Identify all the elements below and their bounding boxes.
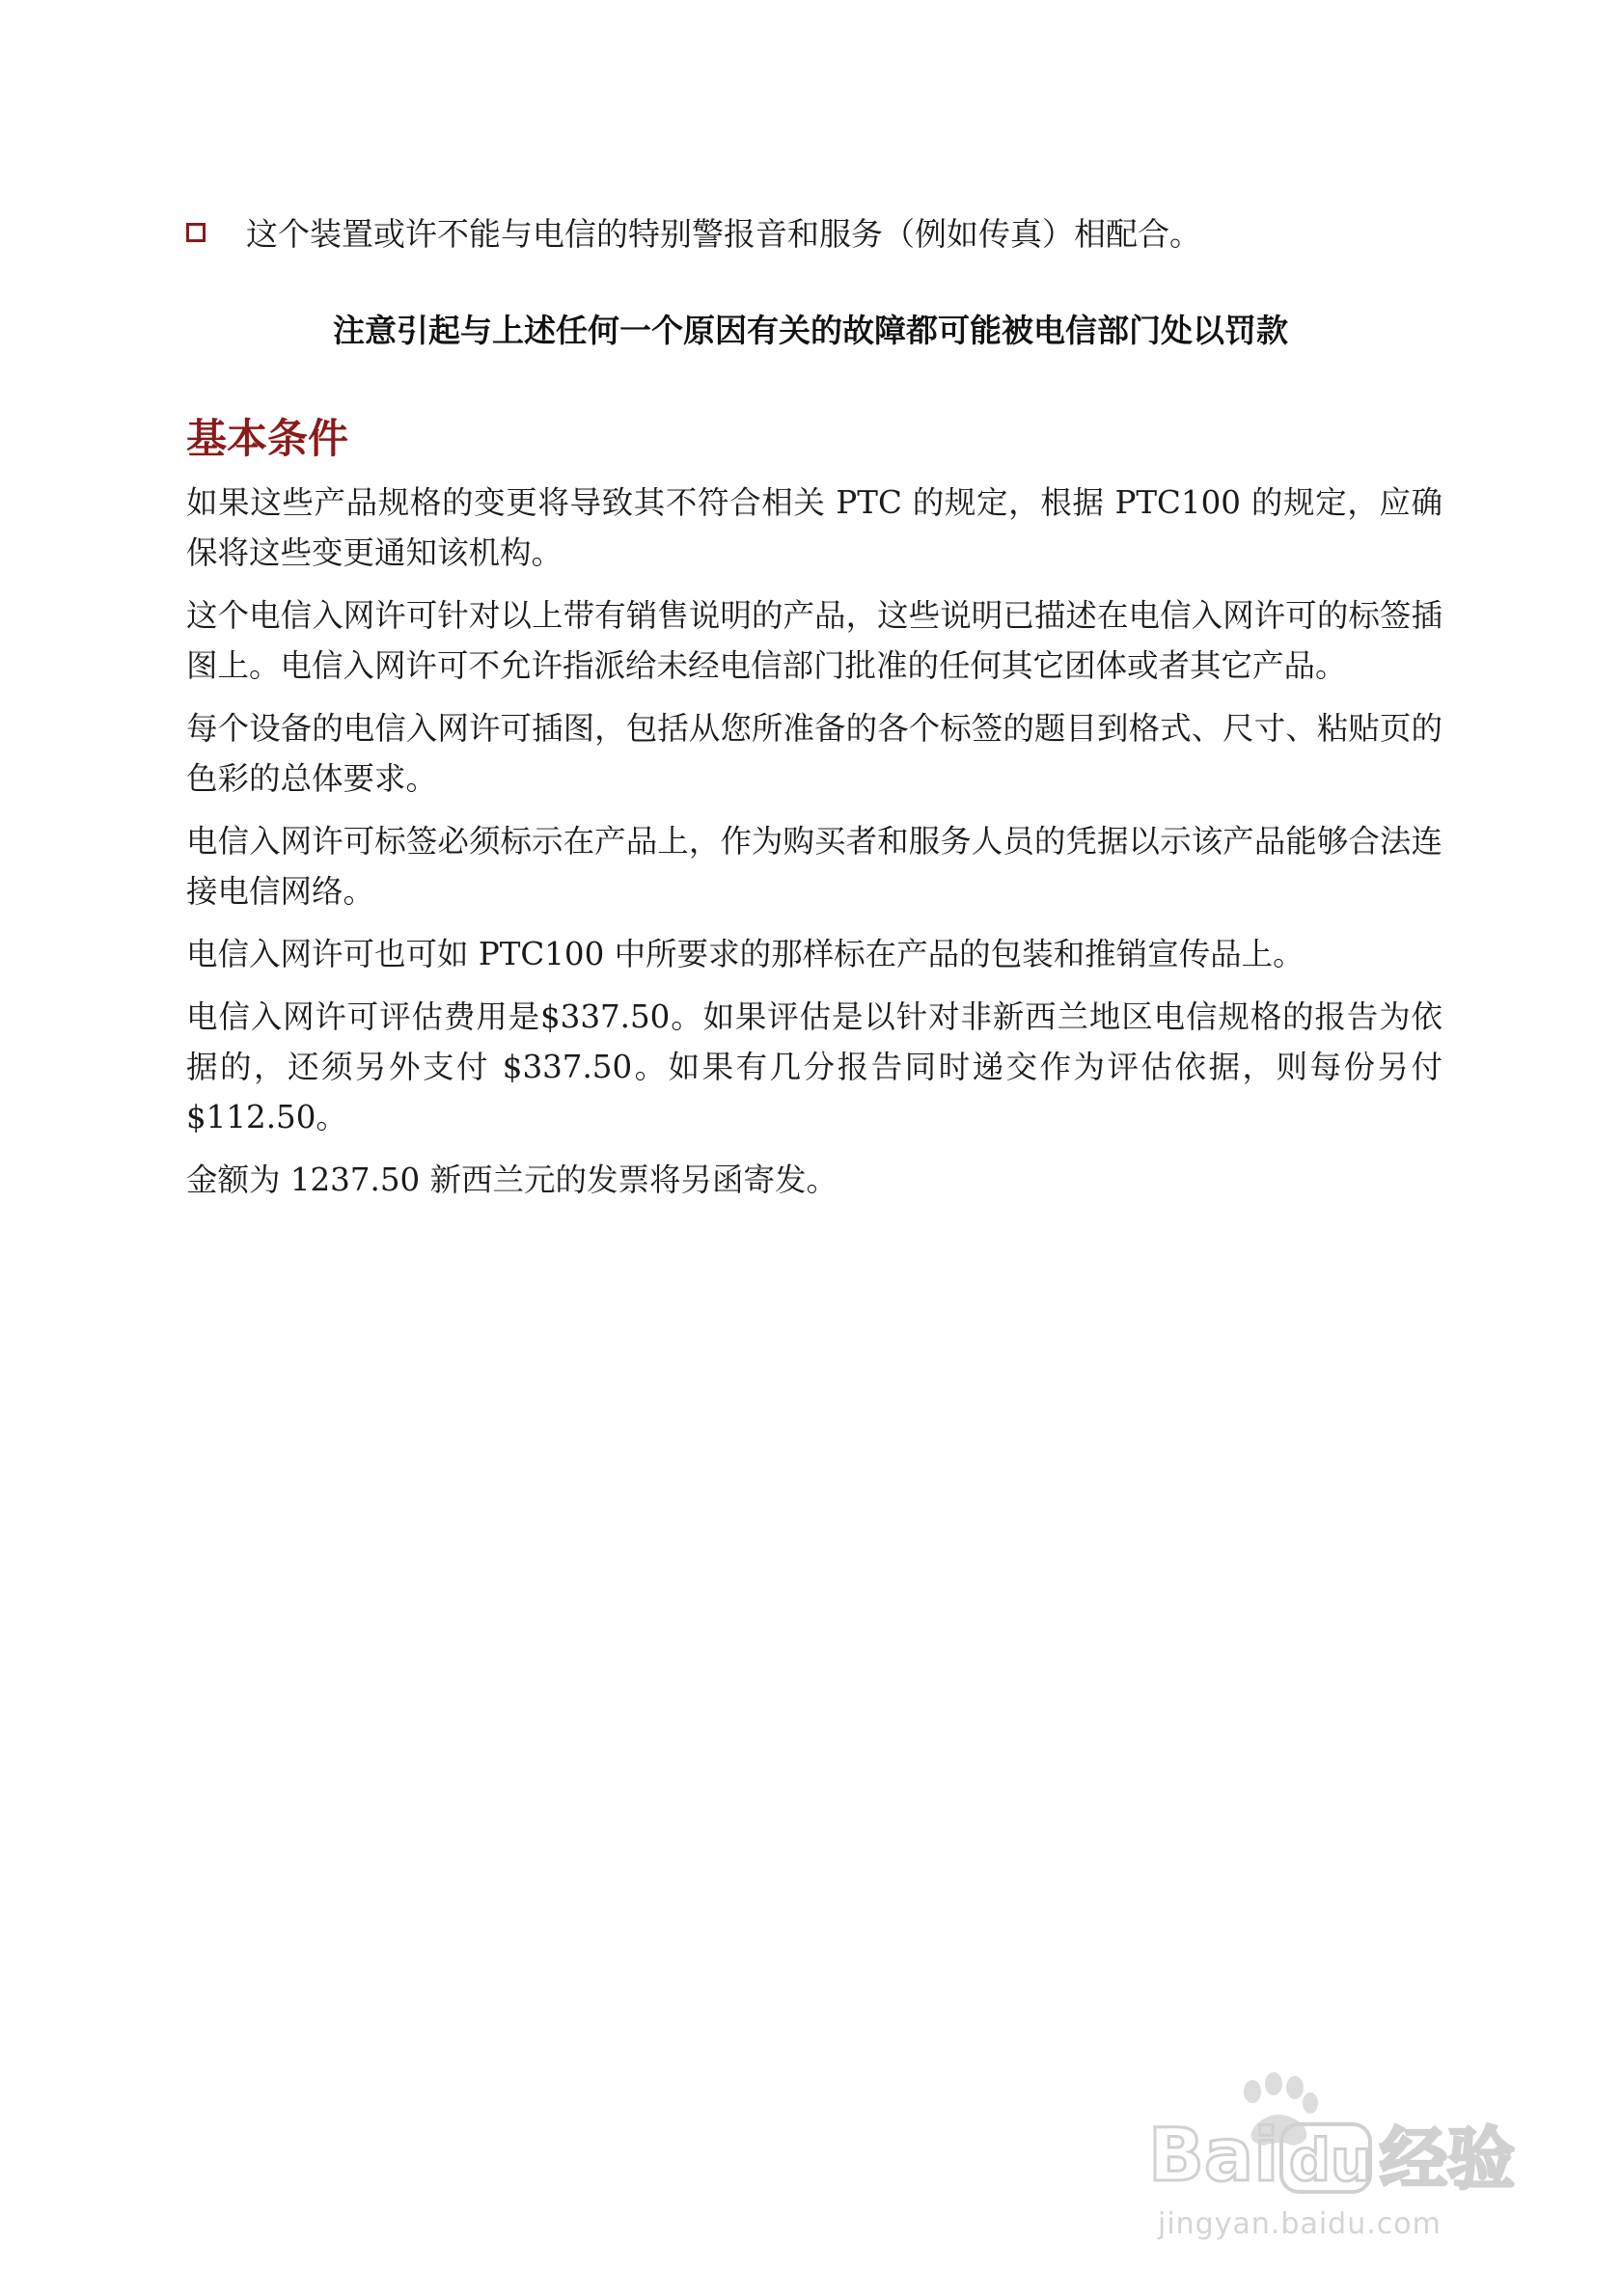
baidu-logo-icon bbox=[1148, 2064, 1534, 2209]
paragraph: 如果这些产品规格的变更将导致其不符合相关 PTC 的规定，根据 PTC100 的规定，应确保将这些变更通知该机构。 bbox=[186, 484, 1442, 571]
watermark-url: jingyan.baidu.com bbox=[1158, 2207, 1442, 2241]
svg-text:du: du bbox=[1289, 2127, 1372, 2195]
checkbox-bullet-icon bbox=[186, 223, 206, 242]
svg-text:Bai: Bai bbox=[1148, 2112, 1279, 2198]
paragraph: 电信入网许可标签必须标示在产品上，作为购买者和服务人员的凭据以示该产品能够合法连接电信网络。 bbox=[186, 823, 1442, 910]
section-title: 基本条件 bbox=[186, 415, 349, 462]
paragraph: 电信入网许可也可如 PTC100 中所要求的那样标在产品的包装和推销宣传品上。 bbox=[186, 936, 1305, 972]
baidu-jingyan-watermark bbox=[1148, 2064, 1534, 2257]
paragraph: 金额为 1237.50 新西兰元的发票将另函寄发。 bbox=[186, 1162, 838, 1198]
bullet-item bbox=[186, 210, 1441, 259]
paragraph: 这个电信入网许可针对以上带有销售说明的产品，这些说明已描述在电信入网许可的标签插图上。电信入网许可不允许指派给未经电信部门批准的任何其它团体或者其它产品。 bbox=[186, 597, 1442, 684]
notice-heading: 注意引起与上述任何一个原因有关的故障都可能被电信部门处以罚款 bbox=[333, 312, 1288, 349]
paragraph: 每个设备的电信入网许可插图，包括从您所准备的各个标签的题目到格式、尺寸、粘贴页的色彩的总体要求。 bbox=[186, 710, 1442, 797]
bullet-text: 这个装置或许不能与电信的特别警报音和服务（例如传真）相配合。 bbox=[246, 215, 1201, 253]
section-body bbox=[186, 478, 1442, 1217]
paragraph: 电信入网许可评估费用是$337.50。如果评估是以针对非新西兰地区电信规格的报告为依据的，还须另外支付 $337.50。如果有几分报告同时递交作为评估依据，则每份另付 $112.50。 bbox=[186, 998, 1442, 1135]
svg-text:经验: 经验 bbox=[1380, 2119, 1515, 2199]
